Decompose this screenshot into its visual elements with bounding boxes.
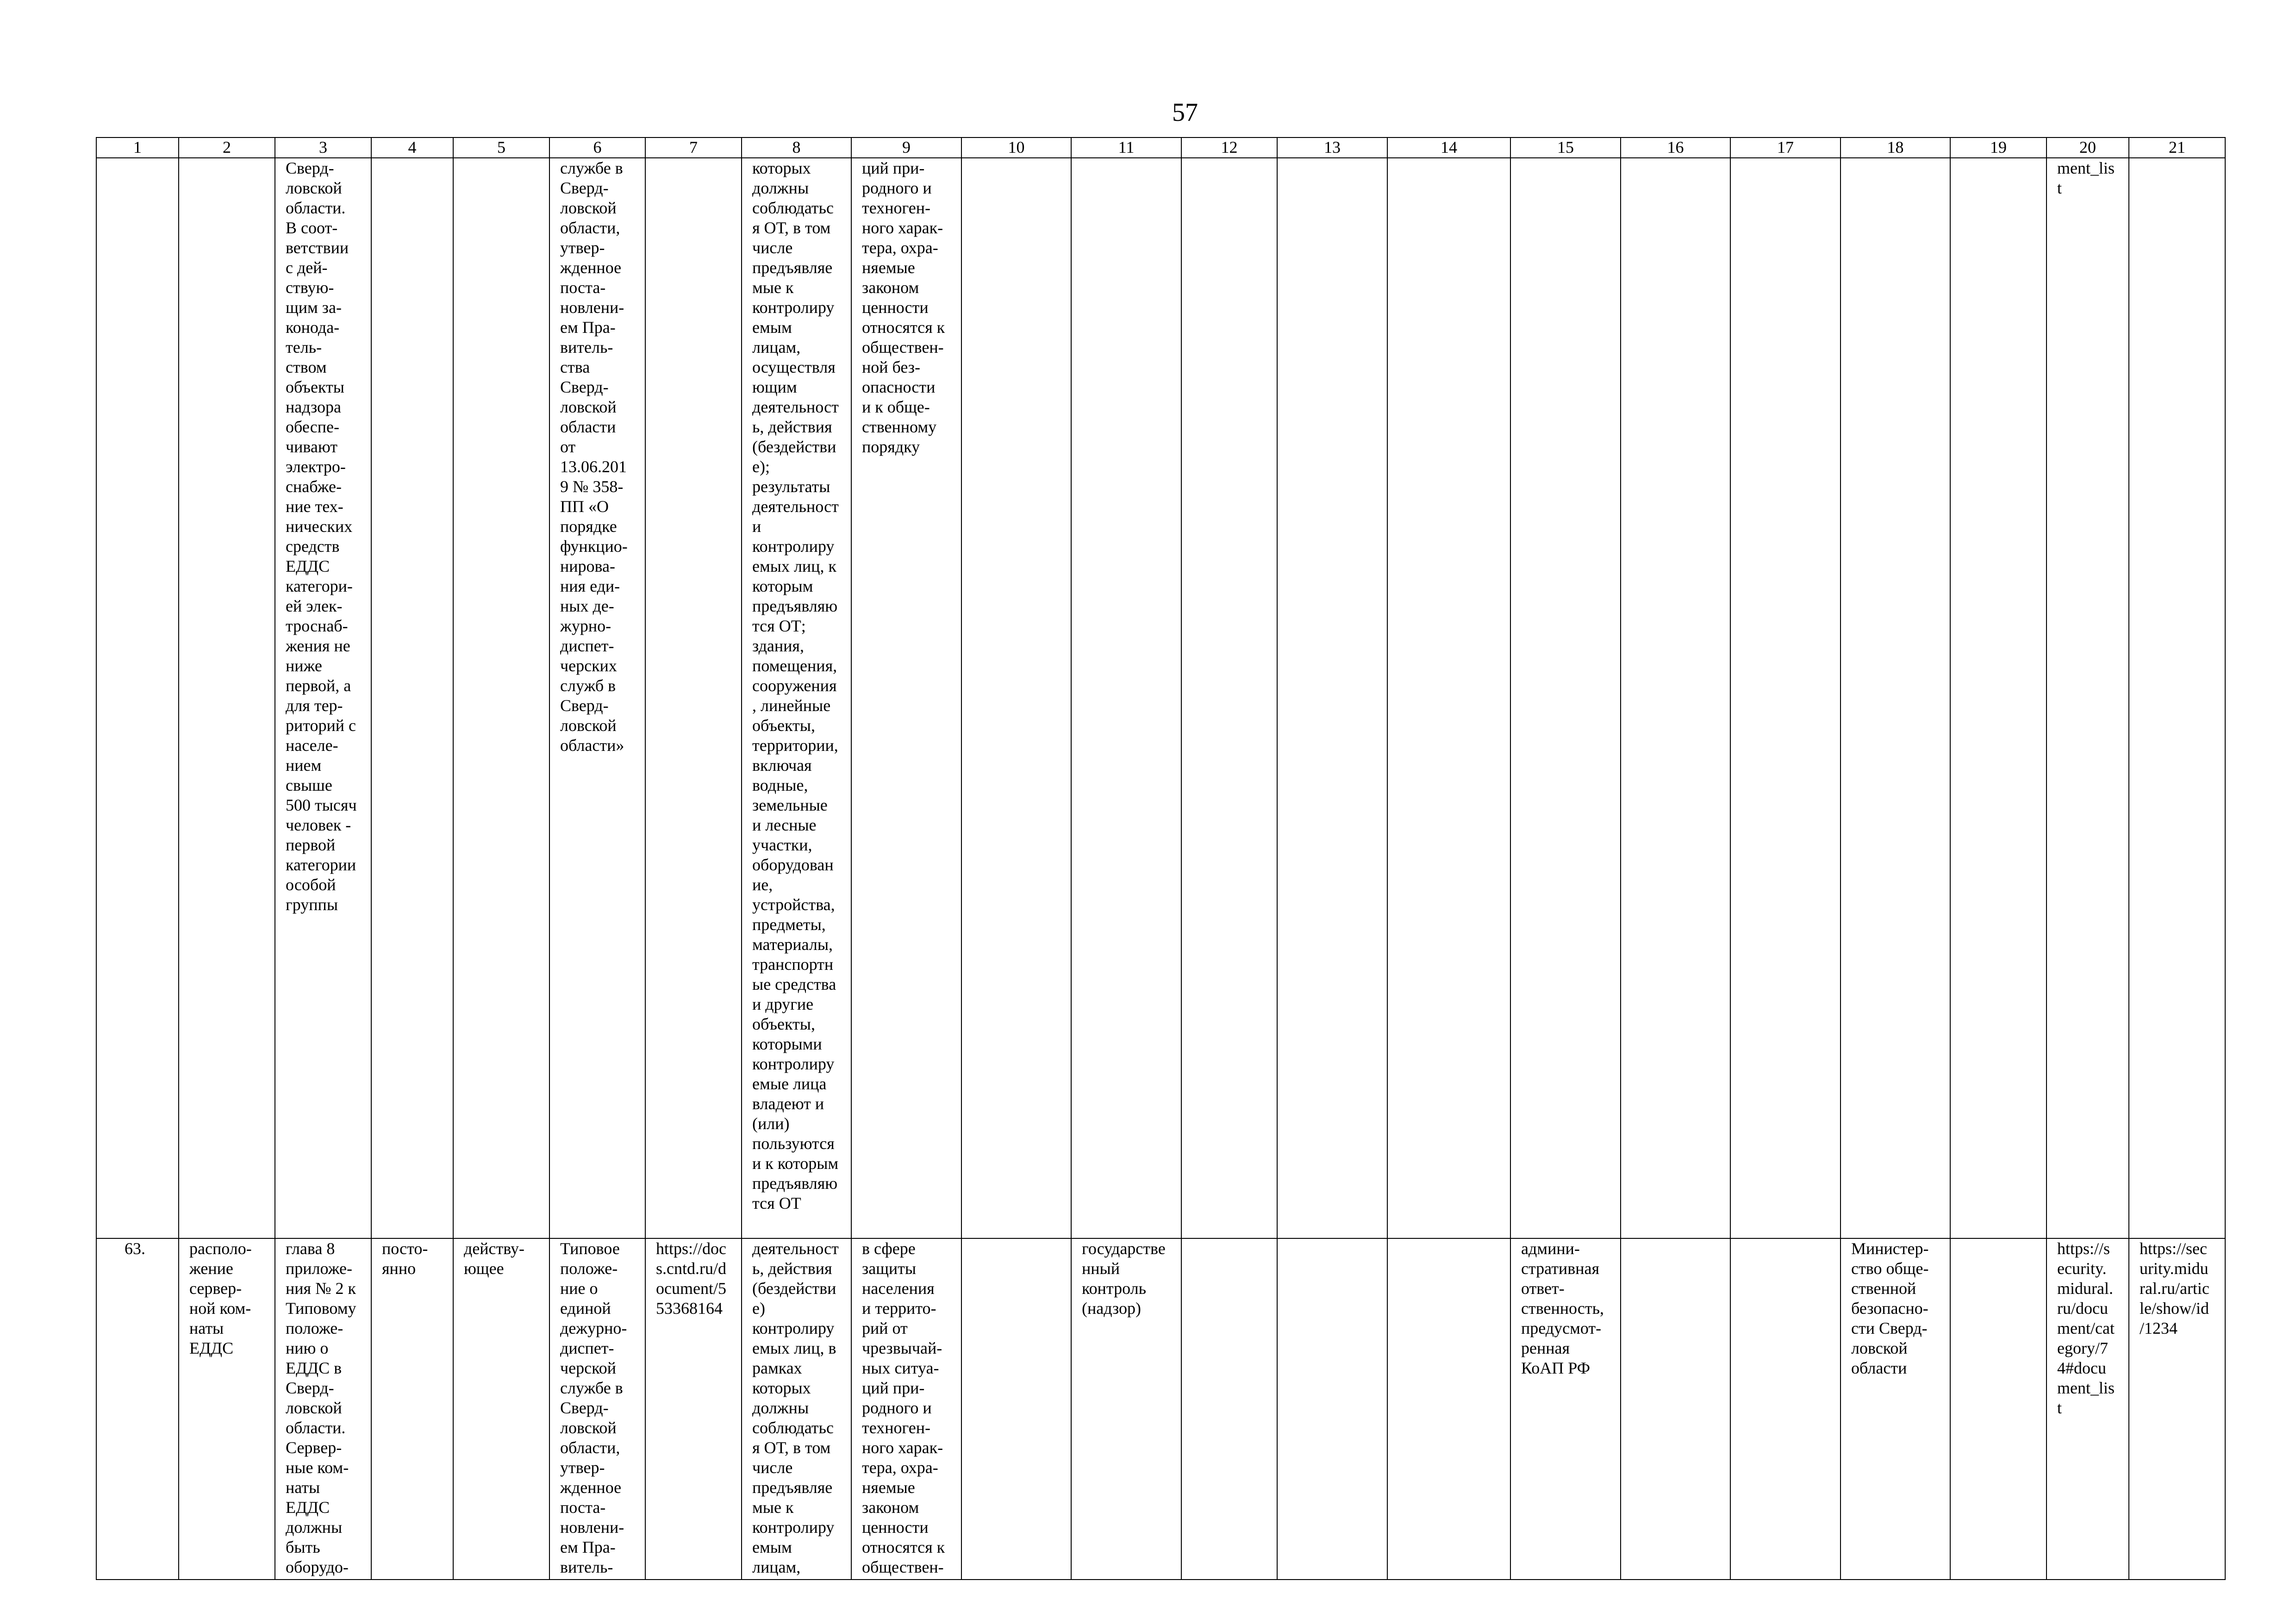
table-cell: располо- жение сервер- ной ком- наты ЕДДС [179, 1238, 275, 1580]
column-number: 19 [1950, 137, 2046, 158]
table-cell [1387, 1238, 1510, 1580]
column-number: 21 [2129, 137, 2225, 158]
table-cell [371, 158, 453, 1238]
column-number-row [96, 137, 2225, 158]
table-cell [179, 158, 275, 1238]
table-row [96, 158, 2225, 1238]
table-cell: службе в Сверд- ловской области, утвер- жденное поста- новлени- ем Пра- витель- ства Сверд- ловской области от 13.06.201 9 № 358- ПП «О порядке функцио- нирова- ния еди- ных де- журно- диспет- черских служб в Сверд- ловской области» [549, 158, 645, 1238]
column-number: 4 [371, 137, 453, 158]
column-number: 17 [1730, 137, 1841, 158]
table-cell [1841, 158, 1950, 1238]
table-cell: деятельност ь, действия (бездействи е) контролиру емых лиц, в рамках которых должны соблюдатьс я ОТ, в том числе предъявляе мые к контролиру емым лицам, [742, 1238, 851, 1580]
table-cell [1621, 158, 1730, 1238]
table-cell: Сверд- ловской области. В соот- ветствии с дей- ствую- щим за- конода- тель- ством объекты надзора обеспе- чивают электро- снабже- ние тех- нических средств ЕДДС категори- ей элек- троснаб- жения не ниже первой, а для тер- риторий с населе- нием свыше 500 тысяч человек - первой категории особой группы [275, 158, 371, 1238]
table-cell [1181, 158, 1277, 1238]
table-cell [645, 158, 742, 1238]
table-cell [1387, 158, 1510, 1238]
column-number: 8 [742, 137, 851, 158]
column-number: 3 [275, 137, 371, 158]
column-number: 13 [1277, 137, 1387, 158]
column-number: 5 [453, 137, 549, 158]
column-number: 2 [179, 137, 275, 158]
table-cell [961, 1238, 1071, 1580]
column-number: 15 [1510, 137, 1621, 158]
table-cell [961, 158, 1071, 1238]
column-number: 12 [1181, 137, 1277, 158]
table-row [96, 1238, 2225, 1580]
table-cell: в сфере защиты населения и террито- рий от чрезвычай- ных ситуа- ций при- родного и техноген- ного харак- тера, охра- няемые законом ценности относятся к обществен- [851, 1238, 961, 1580]
table-cell [1510, 158, 1621, 1238]
table-cell [1277, 158, 1387, 1238]
table-cell [1621, 1238, 1730, 1580]
column-number: 7 [645, 137, 742, 158]
table-cell: админи- стративная ответ- ственность, предусмот- ренная КоАП РФ [1510, 1238, 1621, 1580]
table-cell: Министер- ство обще- ственной безопасно- сти Сверд- ловской области [1841, 1238, 1950, 1580]
table-cell [1181, 1238, 1277, 1580]
table-cell: государстве нный контроль (надзор) [1071, 1238, 1181, 1580]
table-cell: которых должны соблюдатьс я ОТ, в том числе предъявляе мые к контролиру емым лицам, осуществля ющим деятельност ь, действия (бездействи е); результаты деятельност и контролиру емых лиц, к которым предъявляю тся ОТ; здания, помещения, сооружения , линейные объекты, территории, включая водные, земельные и лесные участки, оборудован ие, устройства, предметы, материалы, транспортн ые средства и другие объекты, которыми контролиру емые лица владеют и (или) пользуются и к которым предъявляю тся ОТ [742, 158, 851, 1238]
table-cell [2129, 158, 2225, 1238]
table-cell [96, 158, 179, 1238]
table-cell: ций при- родного и техноген- ного харак- тера, охра- няемые законом ценности относятся к обществен- ной без- опасности и к обще- ственному порядку [851, 158, 961, 1238]
table-cell [1950, 158, 2046, 1238]
table-body [96, 137, 2225, 1580]
register-table [96, 137, 2226, 1580]
table-cell: https://s ecurity. midural. ru/docu ment/cat egory/7 4#docu ment_lis t [2046, 1238, 2129, 1580]
column-number: 14 [1387, 137, 1510, 158]
table-cell: посто- янно [371, 1238, 453, 1580]
table-cell [1071, 158, 1181, 1238]
column-number: 11 [1071, 137, 1181, 158]
table-cell: ment_lis t [2046, 158, 2129, 1238]
table-cell [1950, 1238, 2046, 1580]
column-number: 10 [961, 137, 1071, 158]
table-cell: действу- ющее [453, 1238, 549, 1580]
table-cell [453, 158, 549, 1238]
column-number: 9 [851, 137, 961, 158]
column-number: 1 [96, 137, 179, 158]
table-cell: https://sec urity.midu ral.ru/artic le/show/id /1234 [2129, 1238, 2225, 1580]
table-cell [1277, 1238, 1387, 1580]
table-cell: 63. [96, 1238, 179, 1580]
table-cell: глава 8 приложе- ния № 2 к Типовому положе- нию о ЕДДС в Сверд- ловской области. Сервер- ные ком- наты ЕДДС должны быть оборудо- [275, 1238, 371, 1580]
page-number: 57 [1172, 98, 1198, 127]
table-cell: Типовое положе- ние о единой дежурно- диспет- черской службе в Сверд- ловской области, утвер- жденное поста- новлени- ем Пра- витель- [549, 1238, 645, 1580]
table-cell [1730, 1238, 1841, 1580]
column-number: 16 [1621, 137, 1730, 158]
table-cell [1730, 158, 1841, 1238]
column-number: 20 [2046, 137, 2129, 158]
table-cell: https://doc s.cntd.ru/d ocument/5 53368164 [645, 1238, 742, 1580]
column-number: 18 [1841, 137, 1950, 158]
column-number: 6 [549, 137, 645, 158]
